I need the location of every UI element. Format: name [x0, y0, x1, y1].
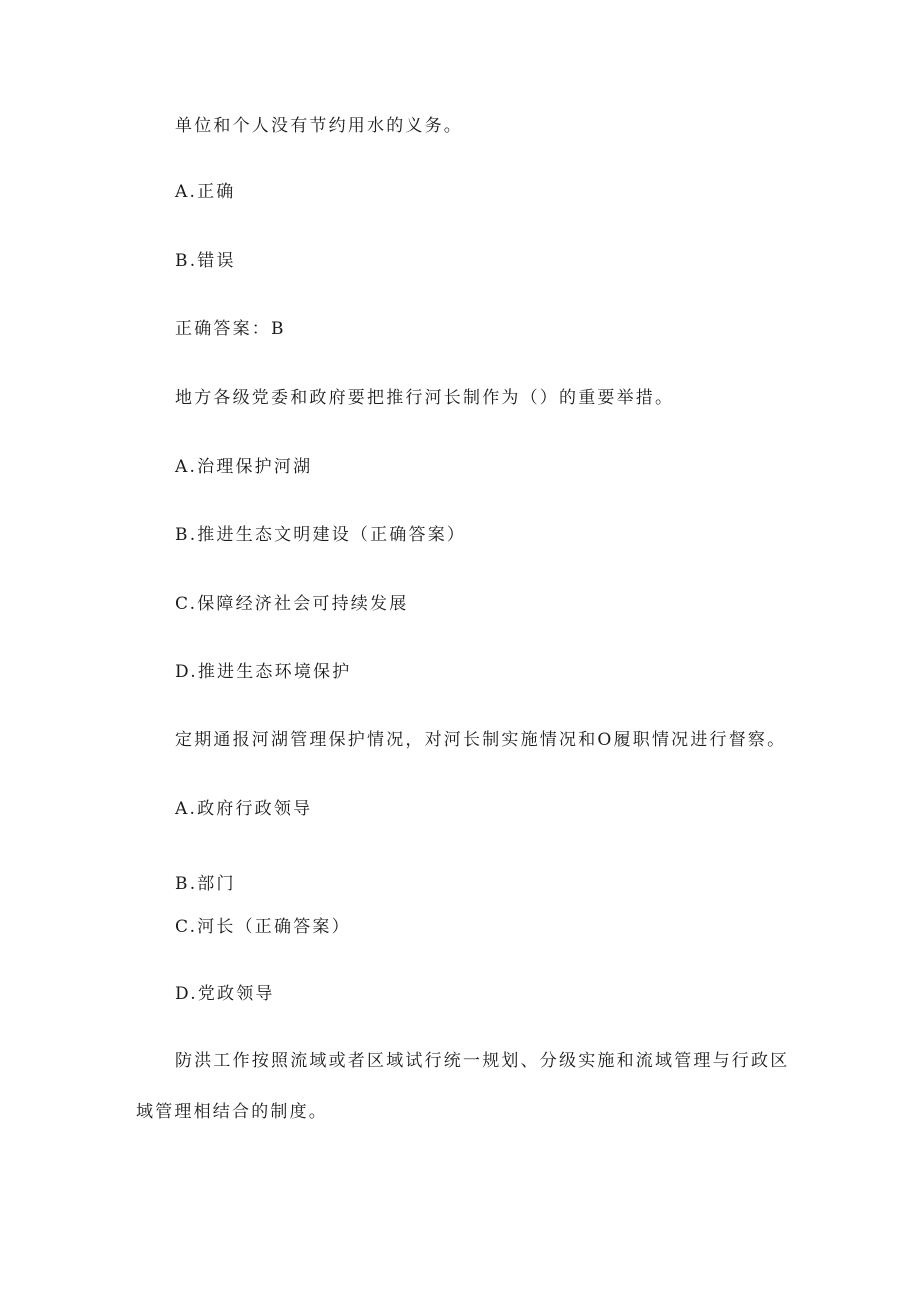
q3-option-c: C.河长（正确答案） [175, 917, 351, 937]
q2-option-a: A.治理保护河湖 [175, 457, 313, 477]
q2-question: 地方各级党委和政府要把推行河长制作为（）的重要举措。 [175, 388, 675, 408]
q4-statement-line2: 域管理相结合的制度。 [136, 1102, 328, 1122]
q1-option-b: B.错误 [175, 251, 236, 271]
q3-option-d: D.党政领导 [175, 984, 275, 1004]
q4-statement-line1: 防洪工作按照流域或者区域试行统一规划、分级实施和流域管理与行政区 [175, 1051, 790, 1071]
q3-question: 定期通报河湖管理保护情况，对河长制实施情况和O履职情况进行督察。 [175, 730, 787, 750]
q3-option-b: B.部门 [175, 874, 236, 894]
q1-statement: 单位和个人没有节约用水的义务。 [175, 116, 463, 136]
q2-option-b: B.推进生态文明建设（正确答案） [175, 525, 467, 545]
q2-option-c: C.保障经济社会可持续发展 [175, 594, 409, 614]
q1-option-a: A.正确 [175, 182, 236, 202]
q3-option-a: A.政府行政领导 [175, 799, 313, 819]
q2-option-d: D.推进生态环境保护 [175, 662, 352, 682]
q1-answer: 正确答案：B [175, 319, 286, 339]
